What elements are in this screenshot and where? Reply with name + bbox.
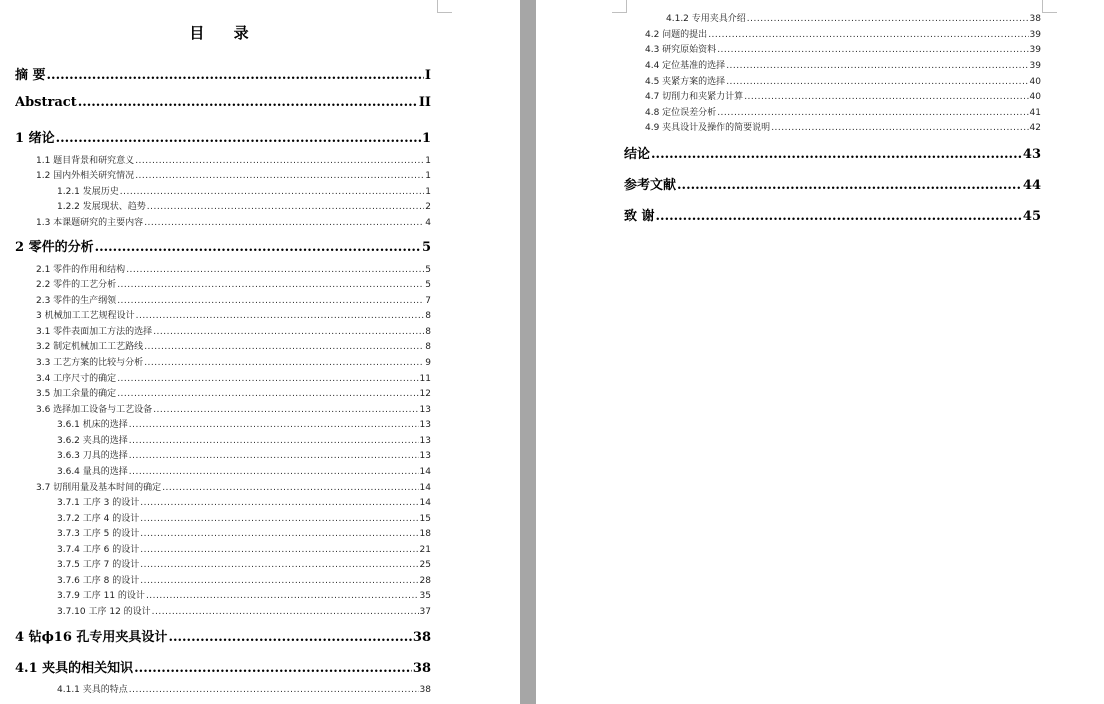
toc-entry[interactable] <box>57 464 431 477</box>
toc-dot-leader <box>140 560 418 570</box>
toc-entry[interactable] <box>645 89 1041 102</box>
toc-entry-page-number: 8 <box>425 342 431 352</box>
toc-entry[interactable] <box>645 27 1041 40</box>
toc-entry-title: 4.1.1 夹具的特点 <box>57 685 128 695</box>
toc-dot-leader <box>153 327 424 337</box>
toc-entry-page-number: 38 <box>1029 14 1041 24</box>
toc-entry[interactable] <box>36 324 431 337</box>
toc-entry-page-number: 5 <box>425 265 431 275</box>
toc-dot-leader <box>117 280 424 290</box>
toc-dot-leader <box>126 265 424 275</box>
toc-entry-page-number: 1 <box>425 187 431 197</box>
toc-entry[interactable] <box>57 199 431 212</box>
toc-dot-leader <box>144 358 424 368</box>
toc-entry-page-number: 5 <box>425 280 431 290</box>
toc-entry-page-number: 28 <box>419 576 431 586</box>
toc-entry-title: 2.2 零件的工艺分析 <box>36 280 117 290</box>
toc-entry[interactable] <box>645 58 1041 71</box>
toc-entry-title: 3.1 零件表面加工方法的选择 <box>36 327 153 337</box>
toc-dot-leader <box>136 311 425 321</box>
toc-entry-page-number: 18 <box>419 529 431 539</box>
toc-dot-leader <box>56 131 421 146</box>
toc-dot-leader <box>140 545 418 555</box>
toc-entry[interactable] <box>645 42 1041 55</box>
toc-entry-title: 3.6.4 量具的选择 <box>57 467 128 477</box>
toc-dot-leader <box>708 30 1028 40</box>
toc-entry[interactable] <box>36 262 431 275</box>
toc-entry-page-number: 15 <box>419 514 431 524</box>
toc-entry-page-number: 38 <box>412 661 431 676</box>
toc-entry-page-number: 9 <box>425 358 431 368</box>
toc-entry-title: 3.7.5 工序 7 的设计 <box>57 560 140 570</box>
toc-entry[interactable] <box>57 511 431 524</box>
toc-entry-page-number: 13 <box>419 420 431 430</box>
toc-title: 目 录 <box>189 24 261 42</box>
toc-entry[interactable] <box>36 339 431 352</box>
toc-entry-title: 4.9 夹具设计及操作的简要说明 <box>645 123 771 133</box>
toc-entry[interactable] <box>57 573 431 586</box>
toc-entry-page-number: 13 <box>419 405 431 415</box>
toc-entry-title: 4.2 问题的提出 <box>645 30 708 40</box>
toc-dot-leader <box>747 14 1029 24</box>
toc-entry-title: 3.7.3 工序 5 的设计 <box>57 529 140 539</box>
toc-dot-leader <box>771 123 1028 133</box>
toc-dot-leader <box>129 467 419 477</box>
toc-entry-page-number: 14 <box>419 498 431 508</box>
toc-entry-title: 3.6.2 夹具的选择 <box>57 436 128 446</box>
toc-entry-title: 4.4 定位基准的选择 <box>645 61 726 71</box>
toc-entry[interactable] <box>36 168 431 181</box>
toc-dot-leader <box>168 630 411 645</box>
page-corner-mark <box>1042 0 1057 13</box>
toc-entry-title: 4.5 夹紧方案的选择 <box>645 77 726 87</box>
toc-entry-page-number: 42 <box>1029 123 1041 133</box>
toc-entry-page-number: 14 <box>419 483 431 493</box>
toc-entry[interactable] <box>36 293 431 306</box>
toc-entry-page-number: 13 <box>419 436 431 446</box>
toc-dot-leader <box>144 218 424 228</box>
toc-entry-title: 3.2 制定机械加工工艺路线 <box>36 342 144 352</box>
page-gutter <box>520 0 536 704</box>
toc-entry[interactable] <box>624 143 1041 162</box>
toc-entry-page-number: 21 <box>419 545 431 555</box>
toc-entry[interactable] <box>666 11 1041 24</box>
toc-entry[interactable] <box>15 626 431 645</box>
toc-entry-page-number: 41 <box>1029 108 1041 118</box>
toc-entry[interactable] <box>57 526 431 539</box>
toc-dot-leader <box>129 436 419 446</box>
page-corner-mark <box>612 0 627 13</box>
toc-entry-page-number: 39 <box>1029 61 1041 71</box>
document-page-right <box>536 0 1104 704</box>
toc-entry-title: 3.5 加工余量的确定 <box>36 389 117 399</box>
toc-dot-leader <box>717 108 1028 118</box>
toc-entry[interactable] <box>57 433 431 446</box>
toc-entry-page-number: 8 <box>425 327 431 337</box>
toc-entry-title: 1.2.1 发展历史 <box>57 187 119 197</box>
toc-entry-title: 3.7.6 工序 8 的设计 <box>57 576 140 586</box>
toc-entry-title: 4.1 夹具的相关知识 <box>15 661 134 676</box>
toc-entry[interactable] <box>645 120 1041 133</box>
toc-entry-page-number: 35 <box>419 591 431 601</box>
toc-entry-title: 4.3 研究原始资料 <box>645 45 717 55</box>
toc-entry-page-number: 1 <box>425 171 431 181</box>
toc-entry[interactable] <box>57 682 431 695</box>
toc-dot-leader <box>129 451 419 461</box>
toc-entry-page-number: 12 <box>419 389 431 399</box>
toc-entry-title: 4.8 定位误差分析 <box>645 108 717 118</box>
toc-entry[interactable] <box>36 277 431 290</box>
toc-entry-page-number: 39 <box>1029 45 1041 55</box>
toc-entry-page-number: 2 <box>425 202 431 212</box>
toc-entry-page-number: 25 <box>419 560 431 570</box>
toc-entry-page-number: 44 <box>1022 178 1041 193</box>
toc-entry-title: 1.1 题目背景和研究意义 <box>36 156 135 166</box>
toc-entry-title: 3.7.10 工序 12 的设计 <box>57 607 151 617</box>
toc-entry-title: Abstract <box>15 95 77 110</box>
toc-entry[interactable] <box>645 74 1041 87</box>
toc-entry-page-number: 40 <box>1029 92 1041 102</box>
toc-entry-title: 2 零件的分析 <box>15 240 94 255</box>
toc-entry-page-number: I <box>424 68 431 83</box>
toc-entry[interactable] <box>36 215 431 228</box>
toc-entry[interactable] <box>645 105 1041 118</box>
toc-dot-leader <box>144 342 424 352</box>
toc-entry-page-number: 39 <box>1029 30 1041 40</box>
toc-entry[interactable] <box>36 480 431 493</box>
toc-entry[interactable] <box>57 557 431 570</box>
toc-entry[interactable] <box>57 542 431 555</box>
toc-dot-leader <box>717 45 1028 55</box>
toc-dot-leader <box>129 420 419 430</box>
toc-dot-leader <box>153 405 418 415</box>
toc-entry[interactable] <box>36 355 431 368</box>
toc-entry-title: 3.7.4 工序 6 的设计 <box>57 545 140 555</box>
toc-entry-title: 1.2.2 发展现状、趋势 <box>57 202 146 212</box>
toc-entry[interactable] <box>57 417 431 430</box>
toc-entry[interactable] <box>624 205 1041 224</box>
toc-dot-leader <box>162 483 418 493</box>
toc-entry-title: 结论 <box>624 147 651 162</box>
toc-dot-leader <box>656 209 1022 224</box>
toc-entry-title: 4 钻ϕ16 孔专用夹具设计 <box>15 630 168 645</box>
toc-entry[interactable] <box>36 153 431 166</box>
toc-entry[interactable] <box>57 495 431 508</box>
toc-entry[interactable] <box>36 402 431 415</box>
toc-entry-title: 3.6.3 刀具的选择 <box>57 451 128 461</box>
toc-entry-title: 3.6.1 机床的选择 <box>57 420 128 430</box>
toc-entry-page-number: II <box>418 95 431 110</box>
toc-dot-leader <box>651 147 1022 162</box>
toc-entry-title: 3.3 工艺方案的比较与分析 <box>36 358 144 368</box>
toc-dot-leader <box>140 529 418 539</box>
toc-entry-title: 2.1 零件的作用和结构 <box>36 265 126 275</box>
toc-entry[interactable] <box>15 95 431 110</box>
toc-dot-leader <box>117 374 418 384</box>
toc-dot-leader <box>744 92 1028 102</box>
toc-dot-leader <box>147 202 425 212</box>
page-corner-mark <box>437 0 452 13</box>
toc-entry[interactable] <box>15 127 431 146</box>
toc-dot-leader <box>120 187 425 197</box>
toc-dot-leader <box>134 661 412 676</box>
toc-entry[interactable] <box>57 448 431 461</box>
toc-entry-title: 参考文献 <box>624 178 677 193</box>
toc-dot-leader <box>117 296 424 306</box>
toc-entry-title: 4.7 切削力和夹紧力计算 <box>645 92 744 102</box>
toc-dot-leader <box>726 77 1028 87</box>
toc-dot-leader <box>117 389 418 399</box>
toc-entry-title: 3 机械加工工艺规程设计 <box>36 311 135 321</box>
toc-entry-page-number: 14 <box>419 467 431 477</box>
toc-entry-page-number: 37 <box>419 607 431 617</box>
toc-dot-leader <box>140 576 418 586</box>
toc-entry-page-number: 11 <box>419 374 431 384</box>
toc-dot-leader <box>135 156 424 166</box>
toc-entry[interactable] <box>15 64 431 83</box>
toc-dot-leader <box>140 498 418 508</box>
toc-entry-page-number: 5 <box>421 240 431 255</box>
toc-entry-page-number: 40 <box>1029 77 1041 87</box>
toc-dot-leader <box>146 591 419 601</box>
toc-dot-leader <box>140 514 418 524</box>
toc-entry[interactable] <box>15 657 431 676</box>
toc-entry[interactable] <box>57 588 431 601</box>
toc-dot-leader <box>129 685 419 695</box>
toc-dot-leader <box>47 68 424 83</box>
toc-entry-title: 3.7.1 工序 3 的设计 <box>57 498 140 508</box>
toc-entry-page-number: 45 <box>1022 209 1041 224</box>
toc-entry-title: 3.6 选择加工设备与工艺设备 <box>36 405 153 415</box>
toc-entry-page-number: 4 <box>425 218 431 228</box>
toc-entry-title: 3.7 切削用量及基本时间的确定 <box>36 483 162 493</box>
toc-dot-leader <box>135 171 424 181</box>
toc-entry[interactable] <box>15 236 431 255</box>
toc-entry-title: 4.1.2 专用夹具介绍 <box>666 14 746 24</box>
toc-dot-leader <box>78 95 418 110</box>
toc-entry-title: 摘 要 <box>15 68 46 83</box>
toc-entry-title: 3.7.2 工序 4 的设计 <box>57 514 140 524</box>
toc-entry-title: 1 绪论 <box>15 131 55 146</box>
toc-entry[interactable] <box>624 174 1041 193</box>
toc-entry-title: 3.4 工序尺寸的确定 <box>36 374 117 384</box>
toc-entry-page-number: 43 <box>1022 147 1041 162</box>
toc-dot-leader <box>726 61 1028 71</box>
toc-entry-title: 1.3 本课题研究的主要内容 <box>36 218 144 228</box>
toc-dot-leader <box>95 240 421 255</box>
toc-entry-title: 致 谢 <box>624 209 655 224</box>
toc-entry-page-number: 38 <box>412 630 431 645</box>
toc-entry-page-number: 8 <box>425 311 431 321</box>
toc-entry-page-number: 7 <box>425 296 431 306</box>
toc-dot-leader <box>677 178 1022 193</box>
toc-dot-leader <box>152 607 419 617</box>
toc-entry-title: 1.2 国内外相关研究情况 <box>36 171 135 181</box>
toc-entry-title: 3.7.9 工序 11 的设计 <box>57 591 145 601</box>
toc-entry-page-number: 38 <box>419 685 431 695</box>
toc-entry-page-number: 13 <box>419 451 431 461</box>
toc-entry[interactable] <box>57 604 431 617</box>
toc-entry-page-number: 1 <box>425 156 431 166</box>
toc-entry[interactable] <box>36 386 431 399</box>
toc-entry-title: 2.3 零件的生产纲领 <box>36 296 117 306</box>
toc-entry[interactable] <box>36 308 431 321</box>
toc-entry-page-number: 1 <box>421 131 431 146</box>
document-page-left <box>0 0 520 704</box>
toc-entry[interactable] <box>57 184 431 197</box>
toc-entry[interactable] <box>36 371 431 384</box>
